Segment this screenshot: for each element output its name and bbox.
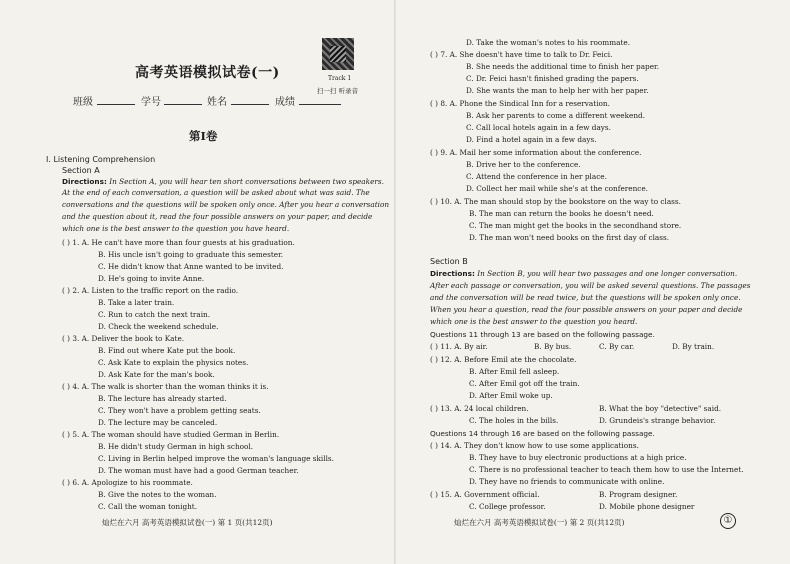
directions-line — [430, 269, 737, 279]
section-b-heading: Section B — [430, 257, 468, 266]
qr-caption-scan: 扫一扫 听录音 — [317, 87, 359, 95]
option-line[interactable]: B. By bus. — [534, 342, 572, 351]
option-line[interactable]: C. They won't have a problem getting seats. — [98, 406, 261, 415]
option-line[interactable]: D. She wants the man to help her with her paper. — [466, 86, 649, 95]
group-heading: Questions 11 through 13 are based on the following passage. — [430, 330, 655, 339]
option-line[interactable]: C. College professor. — [469, 502, 546, 511]
option-line[interactable]: D. Take the woman's notes to his roommate. — [466, 38, 631, 47]
directions-line: and the conversation will be read twice, but the questions will be spoken only once. — [430, 293, 741, 302]
question-1[interactable]: ( ) 1. A. He can't have more than four guests at his graduation. — [62, 238, 295, 247]
directions-label: Directions: — [62, 177, 107, 186]
score-blank[interactable] — [299, 95, 341, 105]
option-line[interactable]: B. They have to buy electronic productions at a high price. — [469, 453, 687, 462]
class-blank[interactable] — [97, 95, 135, 105]
directions-text: In Section B, you will hear two passages and one longer conversation. — [477, 269, 738, 278]
directions-label: Directions: — [430, 269, 475, 278]
directions-line: which one is the best answer to the question you heard. — [430, 317, 638, 326]
option-line[interactable]: C. Run to catch the next train. — [98, 310, 211, 319]
option-line[interactable]: B. The lecture has already started. — [98, 394, 227, 403]
directions-line: When you hear a question, read the four possible answers on your paper and decide — [430, 305, 743, 314]
question-7[interactable]: ( ) 7. A. She doesn't have time to talk to Dr. Feici. — [430, 50, 613, 59]
directions-line: At the end of each conversation, a question will be asked about what was said. The — [62, 188, 370, 197]
option-line[interactable]: D. After Emil woke up. — [469, 391, 553, 400]
question-2[interactable]: ( ) 2. A. Listen to the traffic report on the radio. — [62, 286, 239, 295]
option-line[interactable]: B. After Emil fell asleep. — [469, 367, 560, 376]
option-line[interactable]: C. Living in Berlin helped improve the woman's language skills. — [98, 454, 334, 463]
student-no-label: 学号 — [141, 97, 161, 108]
directions-line: conversations and the questions will be spoken only once. After you hear a conversation — [62, 200, 390, 209]
option-line[interactable]: C. Ask Kate to explain the physics notes. — [98, 358, 249, 367]
option-line[interactable]: D. The lecture may be canceled. — [98, 418, 218, 427]
option-line[interactable]: D. Collect her mail while she's at the conference. — [466, 184, 648, 193]
question-4[interactable]: ( ) 4. A. The walk is shorter than the woman thinks it is. — [62, 382, 269, 391]
option-line[interactable]: D. He's going to invite Anne. — [98, 274, 205, 283]
option-line[interactable]: B. Drive her to the conference. — [466, 160, 581, 169]
class-label: 班级 — [73, 97, 93, 108]
question-11[interactable]: ( ) 11. A. By air. — [430, 342, 488, 351]
qr-code-icon[interactable] — [322, 38, 354, 70]
question-13[interactable]: ( ) 13. A. 24 local children. — [430, 404, 529, 413]
option-line[interactable]: D. Check the weekend schedule. — [98, 322, 219, 331]
question-3[interactable]: ( ) 3. A. Deliver the book to Kate. — [62, 334, 185, 343]
question-10[interactable]: ( ) 10. A. The man should stop by the bookstore on the way to class. — [430, 197, 681, 206]
score-label: 成绩 — [275, 97, 295, 108]
name-blank[interactable] — [231, 95, 269, 105]
option-line[interactable]: B. Give the notes to the woman. — [98, 490, 217, 499]
option-line[interactable]: B. His uncle isn't going to graduate this semester. — [98, 250, 284, 259]
option-line[interactable]: B. Find out where Kate put the book. — [98, 346, 236, 355]
question-9[interactable]: ( ) 9. A. Mail her some information about the conference. — [430, 148, 642, 157]
option-line[interactable]: C. After Emil got off the train. — [469, 379, 580, 388]
question-14[interactable]: ( ) 14. A. They don't know how to use some applications. — [430, 441, 639, 450]
directions-text: In Section A, you will hear ten short conversations between two speakers. — [109, 177, 384, 186]
option-line[interactable]: B. What the boy "detective" said. — [599, 404, 722, 413]
directions-line: After each passage or conversation, you will be asked several questions. The passages — [430, 281, 751, 290]
option-line[interactable]: D. Ask Kate for the man's book. — [98, 370, 215, 379]
option-line[interactable]: C. The man might get the books in the secondhand store. — [469, 221, 682, 230]
option-line[interactable]: C. Call local hotels again in a few days. — [466, 123, 611, 132]
option-line[interactable]: D. Find a hotel again in a few days. — [466, 135, 597, 144]
question-15[interactable]: ( ) 15. A. Government official. — [430, 490, 540, 499]
volume-label: 第Ⅰ卷 — [189, 129, 218, 143]
option-line[interactable]: D. They have no friends to communicate with online. — [469, 477, 665, 486]
question-8[interactable]: ( ) 8. A. Phone the Sindical Inn for a reservation. — [430, 99, 610, 108]
option-line[interactable]: B. Take a later train. — [98, 298, 175, 307]
group-heading: Questions 14 through 16 are based on the following passage. — [430, 429, 655, 438]
left-page — [0, 0, 394, 564]
option-line[interactable]: D. By train. — [672, 342, 715, 351]
option-line[interactable]: D. The man won't need books on the first day of class. — [469, 233, 670, 242]
page-footer: 灿烂在六月 高考英语模拟试卷(一) 第 1 页(共12页) — [102, 518, 273, 527]
section-a-heading: Section A — [62, 166, 100, 175]
option-line[interactable]: D. Mobile phone designer — [599, 502, 695, 511]
option-line[interactable]: B. He didn't study German in high school. — [98, 442, 254, 451]
name-label: 姓名 — [207, 97, 227, 108]
option-line[interactable]: B. The man can return the books he doesn't need. — [469, 209, 654, 218]
question-5[interactable]: ( ) 5. A. The woman should have studied German in Berlin. — [62, 430, 280, 439]
option-line[interactable]: B. She needs the additional time to finish her paper. — [466, 62, 660, 71]
option-line[interactable]: D. The woman must have had a good German teacher. — [98, 466, 299, 475]
right-page — [396, 0, 790, 564]
option-line[interactable]: C. There is no professional teacher to teach them how to use the Internet. — [469, 465, 744, 474]
question-12[interactable]: ( ) 12. A. Before Emil ate the chocolate. — [430, 355, 577, 364]
page-footer: 灿烂在六月 高考英语模拟试卷(一) 第 2 页(共12页) — [454, 518, 625, 527]
directions-line: and the question about it, read the four possible answers on your paper, and decide — [62, 212, 373, 221]
option-line[interactable]: C. Attend the conference in her place. — [466, 172, 607, 181]
exam-title: 高考英语模拟试卷(一) — [135, 65, 280, 81]
question-6[interactable]: ( ) 6. A. Apologize to his roommate. — [62, 478, 193, 487]
directions-line: which one is the best answer to the question you have heard. — [62, 224, 290, 233]
option-line[interactable]: D. Grundeis's strange behavior. — [599, 416, 716, 425]
option-line[interactable]: C. He didn't know that Anne wanted to be invited. — [98, 262, 284, 271]
option-line[interactable]: C. Call the woman tonight. — [98, 502, 198, 511]
option-line[interactable]: B. Program designer. — [599, 490, 678, 499]
option-line[interactable]: C. Dr. Feici hasn't finished grading the papers. — [466, 74, 639, 83]
part-heading: Ⅰ. Listening Comprehension — [46, 155, 156, 164]
option-line[interactable]: B. Ask her parents to come a different weekend. — [466, 111, 646, 120]
student-no-blank[interactable] — [164, 95, 202, 105]
page-marker: ① — [720, 513, 736, 529]
option-line[interactable]: C. By car. — [599, 342, 635, 351]
directions-line — [62, 177, 384, 187]
qr-caption-track: Track 1 — [328, 75, 352, 82]
option-line[interactable]: C. The holes in the bills. — [469, 416, 559, 425]
